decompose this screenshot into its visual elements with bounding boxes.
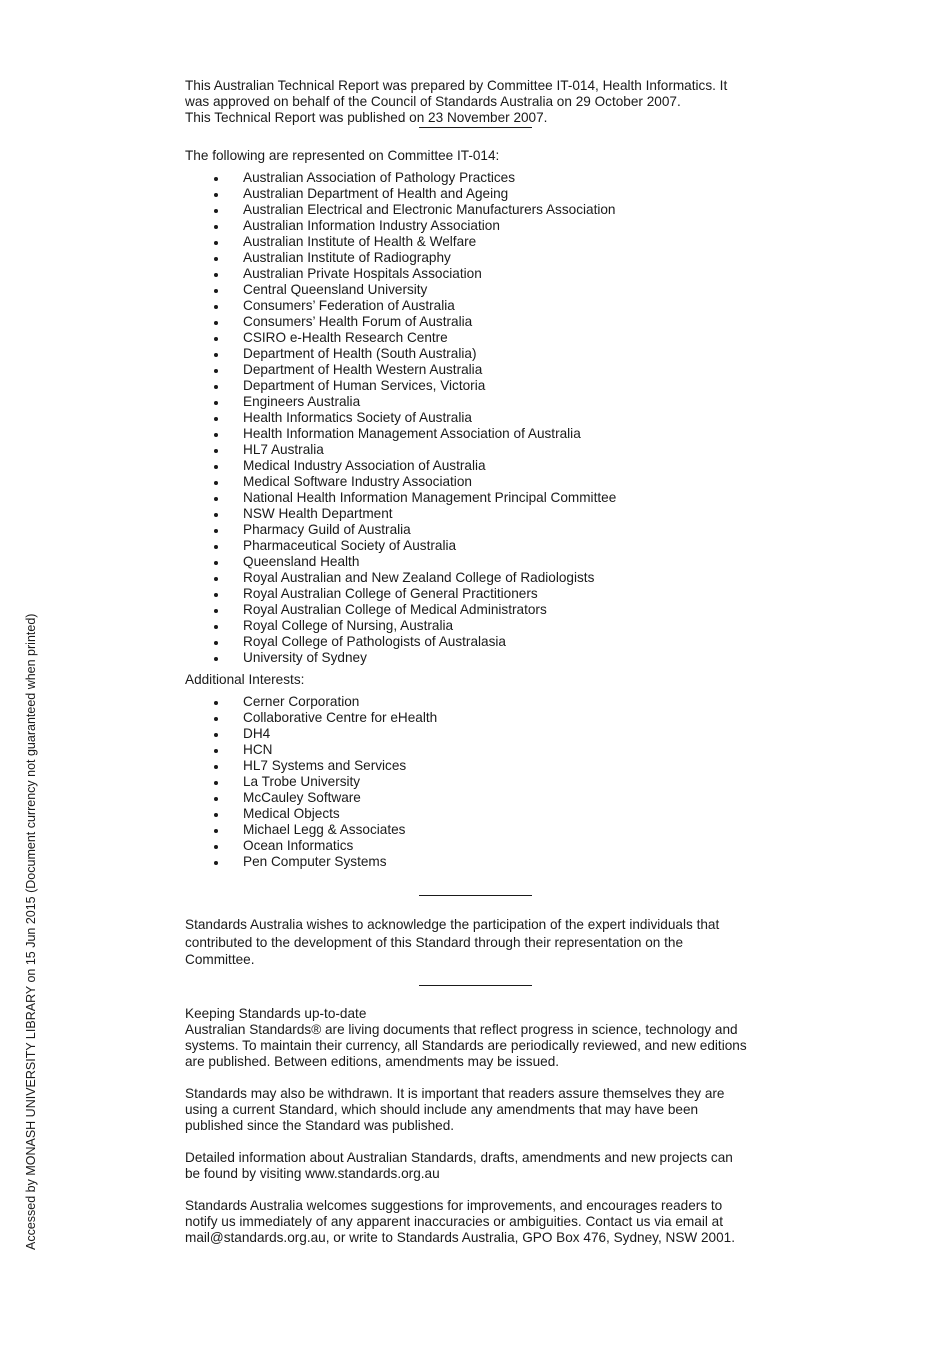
list-item [185,710,785,726]
list-item-label: Department of Health (South Australia) [243,346,477,361]
list-item [185,410,785,426]
bullet-icon [214,177,218,181]
text-line: notify us immediately of any apparent inaccuracies or ambiguities. Contact us via email at [185,1213,723,1229]
bullet-icon [214,273,218,277]
list-item [185,726,785,742]
ack-line: Committee. [185,952,255,967]
list-item-label: Australian Private Hospitals Association [243,266,482,281]
text-line: systems. To maintain their currency, all Standards are periodically reviewed, and new editions [185,1037,747,1053]
bullet-icon [214,545,218,549]
list-item-label: National Health Information Management Principal Committee [243,490,617,505]
list-item [185,394,785,410]
list-item [185,266,785,282]
bullet-icon [214,433,218,437]
bullet-icon [214,749,218,753]
list-item [185,586,785,602]
list-item-label: Department of Health Western Australia [243,362,483,377]
divider-rule [419,127,532,128]
bullet-icon [214,577,218,581]
list-item-label: Consumers’ Federation of Australia [243,298,455,313]
bullet-icon [214,353,218,357]
bullet-icon [214,641,218,645]
bullet-icon [214,193,218,197]
bullet-icon [214,305,218,309]
list-item-label: Collaborative Centre for eHealth [243,710,438,725]
list-item [185,298,785,314]
list-item-label: Australian Association of Pathology Practices [243,170,516,185]
additional-heading: Additional Interests: [185,672,305,687]
bullet-icon [214,369,218,373]
list-item [185,650,785,666]
bullet-icon [214,385,218,389]
list-item-label: HL7 Australia [243,442,324,457]
list-item-label: Medical Objects [243,806,340,821]
access-watermark: Accessed by MONASH UNIVERSITY LIBRARY on 15 Jun 2015 (Document currency not guaranteed when printed) [24,613,38,1250]
list-item-label: Central Queensland University [243,282,428,297]
list-item [185,330,785,346]
bullet-icon [214,337,218,341]
list-item [185,458,785,474]
text-line: Detailed information about Australian Standards, drafts, amendments and new projects can [185,1149,733,1165]
bullet-icon [214,481,218,485]
list-item [185,854,785,870]
bullet-icon [214,321,218,325]
list-item-label: Michael Legg & Associates [243,822,406,837]
bullet-icon [214,225,218,229]
list-item-label: Australian Department of Health and Ageing [243,186,509,201]
bullet-icon [214,813,218,817]
bullet-icon [214,593,218,597]
text-line: using a current Standard, which should include any amendments that may have been [185,1101,699,1117]
list-item-label: Health Information Management Association of Australia [243,426,581,441]
list-item-label: HL7 Systems and Services [243,758,407,773]
list-item-label: Australian Information Industry Association [243,218,500,233]
list-item-label: DH4 [243,726,271,741]
bullet-icon [214,529,218,533]
intro-line: was approved on behalf of the Council of Standards Australia on 29 October 2007. [185,94,681,109]
list-item-label: Royal Australian College of Medical Administrators [243,602,547,617]
bullet-icon [214,625,218,629]
list-item [185,234,785,250]
list-item-label: McCauley Software [243,790,361,805]
list-item [185,378,785,394]
keeping-paragraph-4 [185,1198,785,1246]
list-item [185,694,785,710]
divider-rule [419,985,532,986]
bullet-icon [214,733,218,737]
list-item-label: Australian Electrical and Electronic Manufacturers Association [243,202,616,217]
bullet-icon [214,241,218,245]
list-item [185,554,785,570]
list-item-label: Royal College of Pathologists of Australasia [243,634,506,649]
list-item-label: Royal Australian College of General Practitioners [243,586,538,601]
represented-list [185,170,785,666]
list-item [185,506,785,522]
bullet-icon [214,781,218,785]
list-item-label: CSIRO e-Health Research Centre [243,330,448,345]
list-item [185,202,785,218]
bullet-icon [214,257,218,261]
intro-paragraph [185,78,785,126]
bullet-icon [214,209,218,213]
list-item [185,522,785,538]
bullet-icon [214,765,218,769]
list-item [185,474,785,490]
intro-line: This Technical Report was published on 23 November 2007. [185,110,548,125]
list-item [185,602,785,618]
additional-interests-list [185,694,785,870]
list-item-label: Queensland Health [243,554,360,569]
list-item [185,790,785,806]
bullet-icon [214,797,218,801]
bullet-icon [214,861,218,865]
bullet-icon [214,417,218,421]
represented-heading: The following are represented on Committee IT-014: [185,148,500,163]
list-item-label: Cerner Corporation [243,694,360,709]
list-item-label: Pen Computer Systems [243,854,387,869]
list-item [185,774,785,790]
ack-line: contributed to the development of this Standard through their representation on the [185,934,684,950]
bullet-icon [214,401,218,405]
list-item [185,490,785,506]
list-item-label: NSW Health Department [243,506,393,521]
bullet-icon [214,465,218,469]
list-item-label: Pharmaceutical Society of Australia [243,538,457,553]
list-item-label: Health Informatics Society of Australia [243,410,472,425]
text-line: Standards Australia welcomes suggestions for improvements, and encourages readers to [185,1197,723,1213]
text-line: Australian Standards® are living documents that reflect progress in science, technology and [185,1021,738,1037]
list-item-label: Department of Human Services, Victoria [243,378,486,393]
list-item [185,442,785,458]
list-item-label: Engineers Australia [243,394,361,409]
bullet-icon [214,513,218,517]
text-line: Standards may also be withdrawn. It is important that readers assure themselves they are [185,1085,725,1101]
list-item-label: Pharmacy Guild of Australia [243,522,411,537]
list-item [185,250,785,266]
keeping-paragraph-2 [185,1086,785,1134]
list-item-label: Royal College of Nursing, Australia [243,618,454,633]
bullet-icon [214,717,218,721]
text-line: mail@standards.org.au, or write to Standards Australia, GPO Box 476, Sydney, NSW 2001. [185,1229,736,1245]
text-line: published since the Standard was published. [185,1117,455,1133]
bullet-icon [214,449,218,453]
list-item [185,538,785,554]
text-line: are published. Between editions, amendments may be issued. [185,1053,560,1069]
bullet-icon [214,561,218,565]
list-item-label: Medical Industry Association of Australia [243,458,486,473]
list-item [185,838,785,854]
bullet-icon [214,845,218,849]
bullet-icon [214,701,218,705]
list-item [185,346,785,362]
list-item-label: HCN [243,742,273,757]
divider-rule [419,895,532,896]
list-item [185,634,785,650]
bullet-icon [214,289,218,293]
list-item [185,570,785,586]
list-item-label: Australian Institute of Radiography [243,250,451,265]
keeping-heading: Keeping Standards up-to-date [185,1005,367,1021]
acknowledgement-paragraph [185,916,785,969]
list-item-label: Royal Australian and New Zealand College of Radiologists [243,570,595,585]
bullet-icon [214,609,218,613]
list-item [185,758,785,774]
list-item [185,218,785,234]
list-item [185,186,785,202]
list-item-label: Australian Institute of Health & Welfare [243,234,477,249]
bullet-icon [214,657,218,661]
list-item [185,314,785,330]
list-item [185,170,785,186]
list-item [185,742,785,758]
text-line: be found by visiting www.standards.org.au [185,1165,440,1181]
keeping-paragraph-3 [185,1150,785,1182]
list-item-label: Ocean Informatics [243,838,354,853]
list-item [185,618,785,634]
list-item [185,822,785,838]
list-item-label: Consumers’ Health Forum of Australia [243,314,473,329]
intro-line: This Australian Technical Report was prepared by Committee IT-014, Health Informatics. It [185,78,728,93]
list-item-label: Medical Software Industry Association [243,474,472,489]
bullet-icon [214,829,218,833]
keeping-paragraph-1 [185,1022,785,1070]
list-item-label: University of Sydney [243,650,367,665]
bullet-icon [214,497,218,501]
list-item [185,282,785,298]
list-item [185,362,785,378]
list-item [185,426,785,442]
list-item-label: La Trobe University [243,774,361,789]
document-page [185,78,785,1246]
ack-line: Standards Australia wishes to acknowledge the participation of the expert individuals that [185,917,720,932]
list-item [185,806,785,822]
